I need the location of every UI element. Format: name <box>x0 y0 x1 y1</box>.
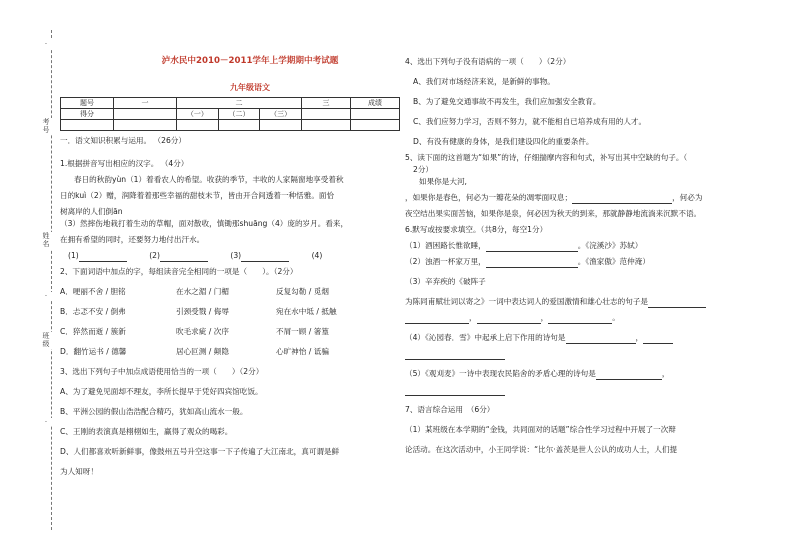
answer-blank[interactable] <box>405 359 505 360</box>
answer-blank[interactable] <box>486 251 578 252</box>
answer-blank[interactable] <box>572 203 672 204</box>
answer-blank[interactable] <box>160 261 208 262</box>
q6-item: （3）辛弃疾的《破阵子 <box>405 277 486 286</box>
answer-blank[interactable] <box>405 395 505 396</box>
answer-blank[interactable] <box>648 307 706 308</box>
exam-title: 泸水民中2010－2011学年上学期期中考试题 <box>161 56 339 66</box>
binding-line <box>51 30 52 530</box>
q6-answer-line <box>405 384 735 396</box>
score-sub-cell: （二） <box>218 109 260 120</box>
q5-score: 2分） <box>413 165 434 174</box>
score-header-cell: 题号 <box>61 98 114 109</box>
q7-title: 7、语言综合运用 （6分） <box>405 405 495 414</box>
binding-label-class: 班级 <box>40 332 52 349</box>
score-cell[interactable] <box>177 120 219 131</box>
q6-item: （2）浊酒一杯家万里， 。《渔家傲》范仲淹） <box>405 257 650 266</box>
score-sub-cell: （一） <box>177 109 219 120</box>
score-header-cell: 一 <box>114 98 177 109</box>
q7-paragraph-line: （1）某班级在本学期的“金钱，共同面对的话题”综合性学习过程中开展了一次辩 <box>405 425 676 434</box>
q6-answer-line: ， ， 。 <box>405 312 735 324</box>
answer-blank[interactable] <box>548 323 612 324</box>
score-header-cell: 二 <box>177 98 302 109</box>
q6-answer-line <box>405 348 735 360</box>
q2-option: B．忐忑不安 / 倒弗 引颈受戮 / 侮辱 宛在水中坻 / 抵触 <box>60 307 337 316</box>
q6-item: （1）酒困路长惟欲睡， 。《浣溪沙》苏轼） <box>405 241 643 250</box>
q5-poem-line: 如果你是大河, <box>419 177 467 186</box>
score-cell[interactable] <box>302 109 351 120</box>
answer-blank[interactable] <box>486 267 578 268</box>
answer-blank[interactable] <box>643 343 673 344</box>
q3-title: 3、选出下列句子中加点成语使用恰当的一项（ ）（2分） <box>60 367 264 376</box>
answer-blank[interactable] <box>596 379 662 380</box>
answer-blank[interactable] <box>79 261 127 262</box>
score-sub-cell: （三） <box>260 109 302 120</box>
score-header-cell: 成绩 <box>351 98 400 109</box>
q3-option: A、为了避免见面却不理友，李所长提早于凭好四宾馆吃饭。 <box>60 387 263 396</box>
q5-poem-line: 夜空结出果实面苦恼，如果你是泉，何必因为秋天的到来，那就静静地流淌来沉默不语。 <box>405 209 702 218</box>
q1-passage-line: （3）然摔伤地栽打着生动的草帽，面对散收，慎锄那shuāng（4）庞的岁月。看来， <box>60 219 349 228</box>
q7-paragraph-line: 论活动。在这次活动中，小王同学说：“比尔·盖茨是世人公认的成功人士，人们提 <box>405 445 678 454</box>
q5-title: 5、读下面的这首题为“如果”的诗，仔细揣摩内容和句式，补写出其中空缺的句子。（ <box>405 153 688 162</box>
score-cell[interactable] <box>218 120 260 131</box>
binding-dot: · <box>40 418 52 426</box>
q4-option: D、有没有健康的身体，是我们建设四化的重要条件。 <box>413 137 594 146</box>
score-cell[interactable] <box>260 120 302 131</box>
q3-option-continued: 为人知呀！ <box>60 467 98 476</box>
right-column <box>405 56 735 456</box>
score-table <box>60 97 400 131</box>
q2-title: 2、下面词语中加点的字，每组读音完全相同的一项是（ ）。（2分） <box>60 267 298 276</box>
exam-subtitle: 九年级语文 <box>230 83 270 92</box>
binding-label-name: 姓名 <box>40 232 52 249</box>
binding-label-exam-no: 考号 <box>40 118 52 135</box>
q4-option: A、我们对市场经济来说，是新鲜的事物。 <box>413 77 555 86</box>
q6-item: （5）《观刈麦》一诗中表现农民陷舍的矛盾心理的诗句是 ， <box>405 369 670 378</box>
q2-option: A．哽丽不舍 / 胆铭 在水之湄 / 门楣 反复勾勒 / 觅烟 <box>60 287 329 296</box>
q3-option: D、人们都喜欢听新鲜事，像鼓州五号升空这事一下子传遍了大江南北，真可谓是鲜 <box>60 447 340 456</box>
score-cell[interactable] <box>114 109 177 120</box>
q4-option: B、为了避免交通事故不再发生，我们应加强安全教育。 <box>413 97 601 106</box>
binding-dot: · <box>40 40 52 48</box>
q3-option: C、王刚的表演真是栩栩如生，赢得了观众的喝彩。 <box>60 427 233 436</box>
binding-dot: · <box>40 292 52 300</box>
q2-option: C．猝然而逝 / 簇新 吹毛求疵 / 次序 不屑一顾 / 箸篁 <box>60 327 329 336</box>
left-column <box>60 54 396 478</box>
q6-item: 为陈同甫赋壮词以寄之》一词中表达词人的爱国激情和雄心壮志的句子是 <box>405 296 735 308</box>
q1-title: 1.根据拼音写出相应的汉字。 （4分） <box>60 159 189 168</box>
score-cell[interactable] <box>351 109 400 120</box>
q5-poem-line: ，如果你是春色，何必为一瓣花朵的凋零面叹息； ，何必为 <box>405 193 703 202</box>
q1-passage-line: 春日的秋韵yùn（1）着看农人的希望。收获的季节，丰收的人家隔窗地享受着秋 <box>74 175 344 184</box>
answer-blank[interactable] <box>241 261 289 262</box>
answer-blank[interactable] <box>477 323 541 324</box>
score-header-cell: 三 <box>302 98 351 109</box>
q6-item: （4）《沁园春．雪》中起承上启下作用的诗句是 ， <box>405 332 735 344</box>
section-1-heading: 一．语文知识积累与运用。 （26分） <box>60 136 186 145</box>
q3-option: B、平洲公园的假山浩浩配合精巧，犹如高山流水一般。 <box>60 407 248 416</box>
score-row-label: 得分 <box>61 109 114 120</box>
q1-passage-line: 在拥有希望的同时，还要努力地付出汗水。 <box>60 235 205 244</box>
answer-blank[interactable] <box>566 343 636 344</box>
q4-title: 4、选出下列句子没有语病的一项（ ）（2分） <box>405 57 571 66</box>
q6-title: 6.默写或按要求填空。（共8分，每空1分） <box>405 225 548 234</box>
q2-option: D．翻竹运书 / 德馨 居心叵测 / 颠隐 心旷神怡 / 诋骗 <box>60 347 329 356</box>
q4-option: C、我们应努力学习，否则不努力，就不能相自已培养成有用的人才。 <box>413 117 647 126</box>
q1-passage-line: 日的kuì（2）赠，润降着着那些幸福的甜枝未节，皆由开合间透着一种恬雅。面恰 <box>60 191 335 200</box>
q1-blanks-row: (1) (2) (3) (4) <box>68 251 323 260</box>
q1-passage-line: 树离岸的人们倒ān <box>60 207 123 216</box>
answer-blank[interactable] <box>405 323 469 324</box>
